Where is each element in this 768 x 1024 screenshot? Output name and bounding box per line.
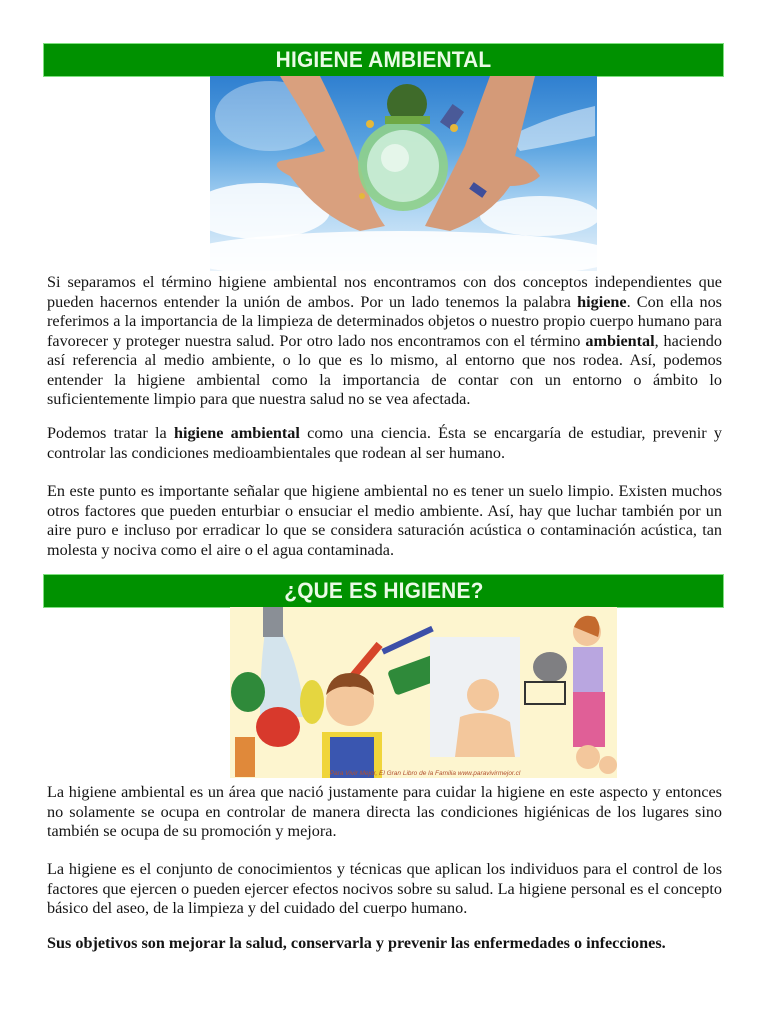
paragraph-objetivos xyxy=(47,934,722,954)
bold-term-higiene: higiene xyxy=(577,292,627,311)
bold-term-higiene-ambiental: higiene ambiental xyxy=(173,424,300,442)
paragraph-intro xyxy=(47,273,722,410)
earth-in-hands-image xyxy=(210,76,597,271)
text-run: La higiene es el conjunto de conocimientos y técnicas que aplican los individuos para el control de los factores que ejercen o pueden ejercer efectos nocivos sobre su salud. La higiene personal es el concepto básico del aseo, de la limpieza y del cuidado del cuerpo humano. xyxy=(47,860,722,917)
hygiene-cartoon-icon xyxy=(230,607,617,778)
section-header-higiene-ambiental xyxy=(44,44,723,76)
text-run: Podemos tratar la xyxy=(47,424,174,442)
section-title: HIGIENE AMBIENTAL xyxy=(275,47,492,72)
text-run: , haciendo así referencia al medio ambiente, o lo que es lo mismo, al entorno que nos rodea. Así, podemos entender la higiene ambiental como la importancia de contar con un entorno o ámbito lo suficientemente limpio para que nuestra salud no se vea afectada. xyxy=(47,331,722,408)
text-run: En este punto es importante señalar que higiene ambiental no es tener un suelo limpio. Existen muchos otros factores que pueden enturbiar o ensuciar el medio ambiente. Así, hay que luchar también por un aire puro e incluso por erradicar lo que se considera saturación acústica o contaminación acústica, tan molesta y nociva como el aire o el agua contaminada. xyxy=(47,482,722,559)
text-run: . Con ella nos referimos a la importancia de la limpieza de determinados objetos o nuestro propio cuerpo humano para favorecer y proteger nuestra salud. Por otro lado nos encontramos con el término xyxy=(47,292,722,350)
hygiene-cartoon-image xyxy=(230,607,617,778)
paragraph-factores xyxy=(47,482,722,560)
text-run: como una ciencia. Ésta se encargaría de estudiar, prevenir y controlar las condiciones medioambientales que rodean al ser humano. xyxy=(47,424,722,462)
text-run: La higiene ambiental es un área que nació justamente para cuidar la higiene en este aspecto y entonces no solamente se ocupa en controlar de manera directa las condiciones higiénicas de los lugares sino también se ocupa de su promoción y mejora. xyxy=(47,783,722,840)
text-run: Sus objetivos son mejorar la salud, conservarla y prevenir las enfermedades o infecciones. xyxy=(47,934,666,952)
text-run: Si separamos el término higiene ambiental nos encontramos con dos conceptos independientes que pueden hacernos entender la unión de ambos. Por un lado tenemos la palabra xyxy=(47,273,722,311)
paragraph-area xyxy=(47,783,722,842)
image-caption: Para Vivir Mejor, El Gran Libro de la Familia www.paravivirmejor.cl xyxy=(329,770,521,777)
section-header-que-es-higiene xyxy=(44,575,723,607)
paragraph-definicion xyxy=(47,860,722,919)
paragraph-ciencia xyxy=(47,424,722,463)
section-title: ¿QUE ES HIGIENE? xyxy=(283,578,484,603)
bold-term-ambiental: ambiental xyxy=(585,331,655,350)
earth-in-hands-icon xyxy=(210,76,597,271)
